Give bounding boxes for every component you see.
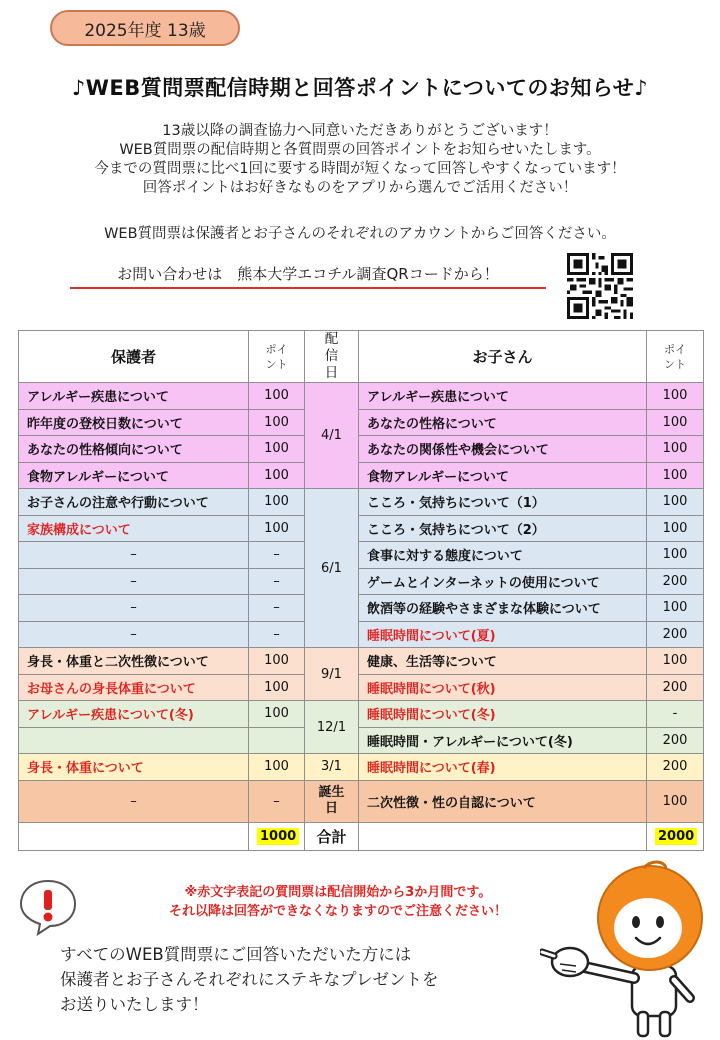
intro-line-1: 13歳以降の調査協力へ同意いただきありがとうございます！ — [162, 123, 558, 139]
guardian-points: 100 — [249, 383, 305, 410]
intro-line-2: WEB質問票の配信時期と各質問票の回答ポイントをお知らせいたします。 — [119, 142, 601, 158]
child-points: 100 — [647, 489, 704, 516]
table-row — [19, 568, 704, 595]
guardian-points: – — [249, 542, 305, 569]
child-points: 100 — [647, 648, 704, 675]
guardian-points: 100 — [249, 515, 305, 542]
intro-text — [0, 122, 720, 198]
child-item: こころ・気持ちについて（1） — [359, 489, 647, 516]
child-points: 200 — [647, 568, 704, 595]
child-points: 200 — [647, 674, 704, 701]
delivery-date-cell: 誕生日 — [305, 780, 359, 822]
closing-line-1: すべてのWEB質問票にご回答いただいた方には — [60, 945, 412, 964]
closing-message — [60, 942, 530, 1017]
table-row — [19, 462, 704, 489]
total-spacer — [359, 822, 647, 850]
table-row — [19, 674, 704, 701]
guardian-points: 100 — [249, 674, 305, 701]
notice-line-1: ※赤文字表記の質問票は配信開始から3か月間です。 — [184, 885, 492, 900]
guardian-points: 100 — [249, 648, 305, 675]
child-points: 100 — [647, 409, 704, 436]
guardian-item: お子さんの注意や行動について — [19, 489, 249, 516]
child-item: こころ・気持ちについて（2） — [359, 515, 647, 542]
guardian-points: – — [249, 621, 305, 648]
table-row — [19, 727, 704, 754]
guardian-item: 家族構成について — [19, 515, 249, 542]
child-item: 食事に対する態度について — [359, 542, 647, 569]
table-row — [19, 436, 704, 463]
guardian-item: 昨年度の登校日数について — [19, 409, 249, 436]
child-item: 食物アレルギーについて — [359, 462, 647, 489]
child-item: アレルギー疾患について — [359, 383, 647, 410]
table-row — [19, 595, 704, 622]
child-item: 飲酒等の経験やさまざまな体験について — [359, 595, 647, 622]
intro-line-3: 今までの質問票に比べ1回に要する時間が短くなって回答しやすくなっています！ — [94, 161, 626, 177]
child-item: ゲームとインターネットの使用について — [359, 568, 647, 595]
child-item: 睡眠時間について(秋) — [359, 674, 647, 701]
exclamation-bubble-icon — [18, 878, 78, 936]
delivery-date-cell: 4/1 — [305, 383, 359, 489]
header-points-guardian: ポイント — [249, 331, 305, 383]
child-points: 100 — [647, 383, 704, 410]
total-guardian-points: 1000 — [257, 828, 299, 845]
guardian-item: 身長・体重と二次性徴について — [19, 648, 249, 675]
child-item: あなたの性格について — [359, 409, 647, 436]
total-spacer — [19, 822, 249, 850]
guardian-item: – — [19, 595, 249, 622]
guardian-item — [19, 727, 249, 754]
guardian-points: 100 — [249, 436, 305, 463]
guardian-item: – — [19, 568, 249, 595]
delivery-date-cell: 9/1 — [305, 648, 359, 701]
delivery-date-cell: 3/1 — [305, 754, 359, 781]
account-note: WEB質問票は保護者とお子さんのそれぞれのアカウントからご回答ください。 — [104, 226, 616, 242]
guardian-points: 100 — [249, 409, 305, 436]
table-row — [19, 515, 704, 542]
header-child: お子さん — [359, 331, 647, 383]
delivery-date-cell: 12/1 — [305, 701, 359, 754]
closing-line-2: 保護者とお子さんそれぞれにステキなプレゼントを — [60, 970, 439, 989]
table-row — [19, 754, 704, 781]
child-points: 100 — [647, 595, 704, 622]
table-row — [19, 621, 704, 648]
child-item: 睡眠時間について(夏) — [359, 621, 647, 648]
table-row — [19, 489, 704, 516]
mascot-character-icon — [540, 858, 718, 1040]
table-row — [19, 383, 704, 410]
guardian-item: – — [19, 621, 249, 648]
child-points: 200 — [647, 727, 704, 754]
delivery-date-cell: 6/1 — [305, 489, 359, 648]
table-row — [19, 409, 704, 436]
guardian-item: あなたの性格傾向について — [19, 436, 249, 463]
child-item: 睡眠時間について(春) — [359, 754, 647, 781]
table-row — [19, 542, 704, 569]
child-points: 200 — [647, 754, 704, 781]
table-row — [19, 701, 704, 728]
guardian-points: 100 — [249, 701, 305, 728]
header-guardian: 保護者 — [19, 331, 249, 383]
table-header-row — [19, 331, 704, 383]
guardian-item: お母さんの身長体重について — [19, 674, 249, 701]
guardian-item: 食物アレルギーについて — [19, 462, 249, 489]
child-points: 100 — [647, 780, 704, 822]
total-label: 合計 — [305, 822, 359, 850]
child-points: 100 — [647, 515, 704, 542]
qr-code-icon[interactable] — [567, 253, 633, 319]
child-points: 200 — [647, 621, 704, 648]
page-title: ♪WEB質問票配信時期と回答ポイントについてのお知らせ♪ — [71, 76, 649, 100]
child-item: 健康、生活等について — [359, 648, 647, 675]
intro-line-4: 回答ポイントはお好きなものをアプリから選んでご活用ください！ — [142, 180, 578, 196]
total-child-points: 2000 — [655, 828, 697, 845]
guardian-item: アレルギー疾患について(冬) — [19, 701, 249, 728]
table-row — [19, 780, 704, 822]
guardian-points: – — [249, 568, 305, 595]
guardian-points: – — [249, 595, 305, 622]
child-points: 100 — [647, 542, 704, 569]
total-guardian-cell — [249, 822, 305, 850]
child-item: 二次性徴・性の自認について — [359, 780, 647, 822]
total-row — [19, 822, 704, 850]
guardian-points: 100 — [249, 754, 305, 781]
child-points: 100 — [647, 462, 704, 489]
closing-line-3: お送りいたします！ — [60, 995, 209, 1014]
header-points-child: ポイント — [647, 331, 704, 383]
schedule-table — [18, 330, 704, 851]
child-item: 睡眠時間・アレルギーについて(冬) — [359, 727, 647, 754]
total-child-cell — [647, 822, 704, 850]
guardian-points: 100 — [249, 462, 305, 489]
guardian-item: – — [19, 542, 249, 569]
table-row — [19, 648, 704, 675]
guardian-item: – — [19, 780, 249, 822]
child-item: あなたの関係性や機会について — [359, 436, 647, 463]
red-text-notice — [118, 883, 558, 921]
guardian-points: 100 — [249, 489, 305, 516]
child-item: 睡眠時間について(冬) — [359, 701, 647, 728]
guardian-item: 身長・体重について — [19, 754, 249, 781]
child-points: - — [647, 701, 704, 728]
header-delivery-date: 配信日 — [305, 331, 359, 383]
year-badge: 2025年度 13歳 — [50, 10, 240, 46]
guardian-item: アレルギー疾患について — [19, 383, 249, 410]
guardian-points — [249, 727, 305, 754]
contact-text: お問い合わせは 熊本大学エコチル調査QRコードから！ — [70, 263, 546, 289]
notice-line-2: それ以降は回答ができなくなりますのでご注意ください！ — [168, 904, 507, 919]
guardian-points: – — [249, 780, 305, 822]
child-points: 100 — [647, 436, 704, 463]
